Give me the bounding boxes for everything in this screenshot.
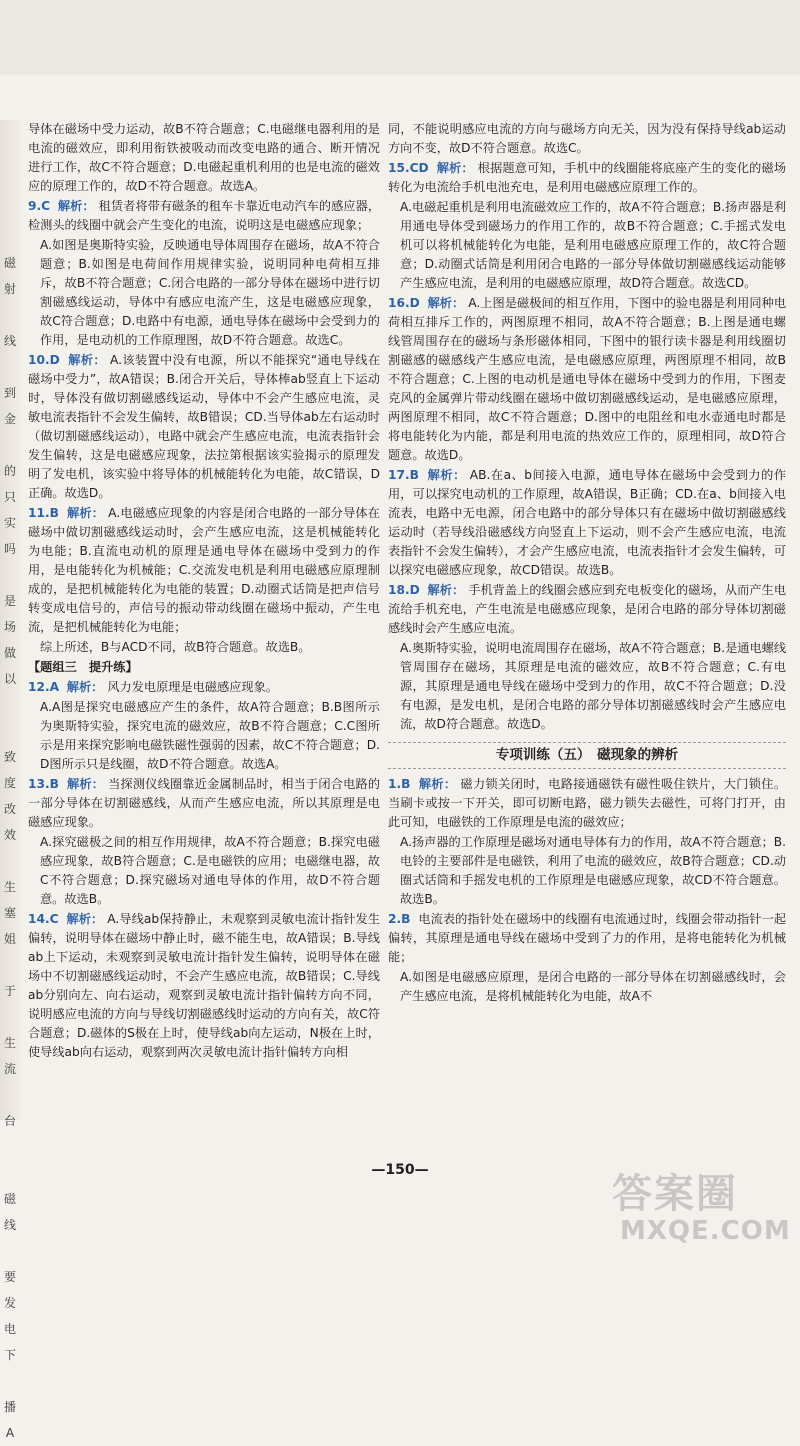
answer-number: 15.CD <box>388 161 429 175</box>
answer-text: 磁力锁关闭时，电路接通磁铁有磁性吸住铁片，大门锁住。当刷卡或按一下开关，即可切断电路，磁力锁失去磁性，可将门打开，由此可知，电磁铁的工作原理是电流的磁效应； <box>388 777 787 829</box>
gutter-char: 射 <box>3 282 16 296</box>
gutter-char: 做 <box>3 646 16 660</box>
gutter-text <box>2 250 18 1446</box>
gutter-char: 于 <box>3 984 16 998</box>
answer-number: 11.B <box>28 506 59 520</box>
gutter-char: 实 <box>3 516 16 530</box>
gutter-char <box>2 354 18 380</box>
gutter-char <box>2 718 18 744</box>
page-number: —150— <box>371 1162 429 1178</box>
paragraph: 同，不能说明感应电流的方向与磁场方向无关，因为没有保持导线ab运动方向不变，故D不符合题意。故选C。 <box>388 122 786 155</box>
answer-13 <box>28 775 380 832</box>
answer-11 <box>28 504 380 637</box>
analysis-label: 解析： <box>427 583 465 597</box>
analysis-label: 解析： <box>427 468 466 482</box>
paragraph: A.如图是奥斯特实验，反映通电导体周围存在磁场，故A不符合题意；B.如图是电荷间作用规律实验，说明同种电荷相互排斥，故B不符合题意；C.闭合电路的一部分导体在磁场中进行切割磁感线运动，导体中有感应电流产生，这是电磁感应现象，故C符合题意；D.电路中有电源，通电导体在磁场中会受到力的作用，是电动机的工作原理图，故D不符合题意。故选C。 <box>40 238 380 347</box>
gutter-char: 以 <box>3 672 16 686</box>
gutter-char: 到 <box>3 386 16 400</box>
right-column <box>388 120 786 1007</box>
gutter-char: 吗 <box>3 542 16 556</box>
gutter-char: 致 <box>3 750 16 764</box>
paragraph: A.扬声器的工作原理是磁场对通电导体有力的作用，故A不符合题意；B.电铃的主要部件是电磁铁，利用了电流的磁效应，故B符合题意；CD.动圈式话筒和手摇发电机的工作原理是电磁感应现象，故CD不符合题意。故选B。 <box>400 835 787 906</box>
gutter-char: 线 <box>3 1218 16 1232</box>
answer-17 <box>388 466 786 580</box>
gutter-char: 电 <box>3 1322 16 1336</box>
gutter-char: 播 <box>3 1400 16 1414</box>
gutter-char: 磁 <box>3 256 16 270</box>
gutter-char <box>2 952 18 978</box>
gutter-char <box>2 1082 18 1108</box>
analysis-label: 解析： <box>57 199 95 213</box>
gutter-char: 场 <box>3 620 16 634</box>
answer-number: 9.C <box>28 199 51 213</box>
answer-text: AB.在a、b间接入电源，通电导体在磁场中会受到力的作用，可以探究电动机的工作原理，故A错误，B正确；CD.在a、b间接入电流表，电路中无电源，闭合电路中的部分导体只有在磁场中做切割磁感线运动时（若导线沿磁感线方向竖直上下运动，则不会产生感应电流，电流表指针不会发生偏转），才会产生感应电流，电流表指针才会发生偏转，可以探究电磁感应现象，故CD错误。故选B。 <box>388 468 787 577</box>
analysis-label: 解析： <box>66 912 104 926</box>
gutter-char <box>2 302 18 328</box>
gutter-char: 的 <box>3 464 16 478</box>
paragraph: A.电磁起重机是利用电流磁效应工作的，故A不符合题意；B.扬声器是利用通电导体受到磁场力的作用工作的，故B不符合题意；C.手摇式发电机可以将机械能转化为电能，是利用电磁感应原理工作的，故C符合题意；D.动圈式话筒是利用闭合电路的一部分导体做切割磁感线运动能够产生感应电流，是利用的电磁感应原理，故D符合题意。故选CD。 <box>400 200 787 290</box>
gutter-char: 金 <box>3 412 16 426</box>
analysis-label: 解析： <box>418 777 457 791</box>
gutter-char <box>2 1004 18 1030</box>
paragraph: A.奥斯特实验，说明电流周围存在磁场，故A不符合题意；B.是通电螺线管周围存在磁场，其原理是电流的磁效应，故B不符合题意；C.有电源，其原理是通电导线在磁场中受到力的作用，故C不符合题意；D.没有电源，是发电机，是闭合电路的部分导体切割磁感线时会产生感应电流，故D符合题意。故选D。 <box>400 641 787 731</box>
gutter-char <box>2 692 18 718</box>
special-answer-1 <box>388 775 786 832</box>
answer-10 <box>28 351 380 503</box>
answer-12 <box>28 678 380 697</box>
answer-number: 1.B <box>388 777 411 791</box>
section-heading: 【题组三 提升练】 <box>28 660 138 674</box>
answer-text: 手机背盖上的线圈会感应到充电板变化的磁场，从而产生电流给手机充电，产生电流是电磁感应现象，是闭合电路的部分导体切割磁感线时会产生感应电流。 <box>388 583 787 635</box>
watermark-logo <box>612 1162 790 1250</box>
answer-number: 17.B <box>388 468 419 482</box>
analysis-label: 解析： <box>67 506 105 520</box>
gutter-char: 是 <box>3 594 16 608</box>
gutter-char: 姐 <box>3 932 16 946</box>
answer-text: 根据题意可知，手机中的线圈能将底座产生的变化的磁场转化为电流给手机电池充电，是利用电磁感应原理工作的。 <box>388 161 787 194</box>
paragraph: 综上所述，B与ACD不同，故B符合题意。故选B。 <box>40 640 311 654</box>
top-margin <box>0 0 800 75</box>
section-title: 专项训练（五） 磁现象的辨析 <box>388 742 786 769</box>
answer-text: A.该装置中没有电源，所以不能探究“通电导线在磁场中受力”，故A错误；B.闭合开关后，导体棒ab竖直上下运动时，导体没有做切割磁感线运动，导体中不会产生感应电流，灵敏电流表指针不会发生偏转，故B错误；CD.当导体ab左右运动时（做切割磁感线运动），电路中就会产生感应电流，电流表指针会发生偏转，这是电磁感应现象，法拉第根据该实验揭示的原理发明了发电机，该实验中将导体的机械能转化为电能，故C错误，D正确。故选D。 <box>28 353 381 500</box>
analysis-label: 解析： <box>68 353 106 367</box>
answer-16 <box>388 294 786 465</box>
gutter-char <box>2 562 18 588</box>
gutter-char: 下 <box>3 1348 16 1362</box>
gutter-char: 只 <box>3 490 16 504</box>
analysis-label: 解析： <box>436 161 474 175</box>
paragraph: A.探究磁极之间的相互作用规律，故A不符合题意；B.探究电磁感应现象，故B符合题意；C.是电磁铁的应用；电磁继电器，故C不符合题意；D.探究磁场对通电导体的作用，故D不符合题意。故选B。 <box>40 835 380 906</box>
gutter-char: 台 <box>3 1114 16 1128</box>
binding-gutter <box>0 120 20 1440</box>
answer-number: 12.A <box>28 680 60 694</box>
left-column <box>28 120 380 1063</box>
answer-text: 当探测仪线圈靠近金属制品时，相当于闭合电路的一部分导体在切割磁感线，从而产生感应电流，所以其原理是电磁感应现象。 <box>28 777 381 829</box>
analysis-label: 解析： <box>67 777 105 791</box>
answer-number: 2.B <box>388 912 411 926</box>
answer-text: A.电磁感应现象的内容是闭合电路的一部分导体在磁场中做切割磁感线运动时，会产生感应电流，这是机械能转化为电能；B.直流电动机的原理是通电导体在磁场中受到力的作用，是电能转化为机械能；C.交流发电机是利用电磁感应原理制成的，是把机械能转化为电能的装置；D.动圈式话筒是把声信号转变成电信号的，声信号的振动带动线圈在磁场中振动，产生电流，是把机械能转化为电能； <box>28 506 380 634</box>
watermark-text: 答案圈 <box>612 1170 738 1217</box>
gutter-char: 生 <box>3 1036 16 1050</box>
gutter-char: 度 <box>3 776 16 790</box>
gutter-char <box>2 848 18 874</box>
watermark-url: MXQE.COM <box>620 1216 791 1246</box>
answer-number: 10.D <box>28 353 60 367</box>
answer-text: 租赁者将带有磁条的租车卡靠近电动汽车的感应器，检测头的线圈中就会产生变化的电流，说明这是电磁感应现象； <box>28 199 381 232</box>
gutter-char <box>2 1134 18 1160</box>
gutter-char: 塞 <box>3 906 16 920</box>
answer-text: 电流表的指针处在磁场中的线圈有电流通过时，线圈会带动指针一起偏转，其原理是通电导线在磁场中受到了力的作用，是将电能转化为机械能； <box>388 912 787 964</box>
answer-14 <box>28 910 380 1062</box>
gutter-char: 磁 <box>3 1192 16 1206</box>
answer-number: 16.D <box>388 296 420 310</box>
paragraph: A.如图是电磁感应原理，是闭合电路的一部分导体在切割磁感线时，会产生感应电流，是将机械能转化为电能，故A不 <box>400 970 786 1003</box>
gutter-char <box>2 432 18 458</box>
gutter-char: 生 <box>3 880 16 894</box>
gutter-char <box>2 1368 18 1394</box>
answer-text: 风力发电原理是电磁感应现象。 <box>107 680 278 694</box>
gutter-char: 流 <box>3 1062 16 1076</box>
answer-number: 18.D <box>388 583 420 597</box>
paragraph: 导体在磁场中受力运动，故B不符合题意；C.电磁继电器利用的是电流的磁效应，即利用衔铁被吸动而改变电路的通合、断开情况进行工作，故C不符合题意；D.电磁起重机利用的也是电流的磁效应的原理工作的，故D不符合题意。故选A。 <box>28 122 380 193</box>
gutter-char: 线 <box>3 334 16 348</box>
answer-text: A.导线ab保持静止，未观察到灵敏电流计指针发生偏转，说明导体在磁场中静止时，磁不能生电，故A错误；B.导线ab上下运动，未观察到灵敏电流计指针发生偏转，说明导体在磁场中不切割磁感线运动时，不会产生感应电流，故B错误；C.导线ab分别向左、向右运动，观察到灵敏电流计指针偏转方向不同，说明感应电流的方向与导线切割磁感线时运动的方向有关，故C符合题意；D.磁体的S极在上时，使导线ab向左运动，N极在上时，使导线ab向右运动，观察到两次灵敏电流计指针偏转方向相 <box>28 912 381 1059</box>
gutter-char: A <box>5 1426 15 1440</box>
gutter-char <box>2 1238 18 1264</box>
analysis-label: 解析： <box>66 680 104 694</box>
gutter-char: 效 <box>3 828 16 842</box>
answer-18 <box>388 581 786 638</box>
analysis-label: 解析： <box>427 296 465 310</box>
answer-number: 13.B <box>28 777 59 791</box>
special-answer-2 <box>388 910 786 967</box>
gutter-char: 发 <box>3 1296 16 1310</box>
answer-9 <box>28 197 380 235</box>
answer-text: A.上图是磁极间的相互作用，下图中的验电器是利用同种电荷相互排斥工作的，两图原理不相同，故A不符合题意；B.上图是通电螺线管周围存在的磁场与条形磁体相同，下图中的银行读卡器是利用线圈切割磁感的磁感线产生感应电流，是电磁感应原理，两图原理不相同，故B不符合题意；C.上图的电动机是通电导体在磁场中受到力的作用，下图麦克风的金属弹片带动线圈在磁场中做切割磁感线运动，是电磁感应原理，两图原理不相同，故C不符合题意；D.图中的电阻丝和电水壶通电时都是将电能转化为内能，都是利用电流的热效应工作的，原理相同，故D符合题意。故选D。 <box>388 296 787 462</box>
answer-number: 14.C <box>28 912 59 926</box>
gutter-char: 要 <box>3 1270 16 1284</box>
gutter-char: 改 <box>3 802 16 816</box>
paragraph: A.A图是探究电磁感应产生的条件，故A符合题意；B.B图所示为奥斯特实验，探究电流的磁效应，故B不符合题意；C.C图所示是用来探究影响电磁铁磁性强弱的因素，故C不符合题意；D.D图所示只是线圈，故D不符合题意。故选A。 <box>40 700 380 771</box>
answer-15 <box>388 159 786 197</box>
